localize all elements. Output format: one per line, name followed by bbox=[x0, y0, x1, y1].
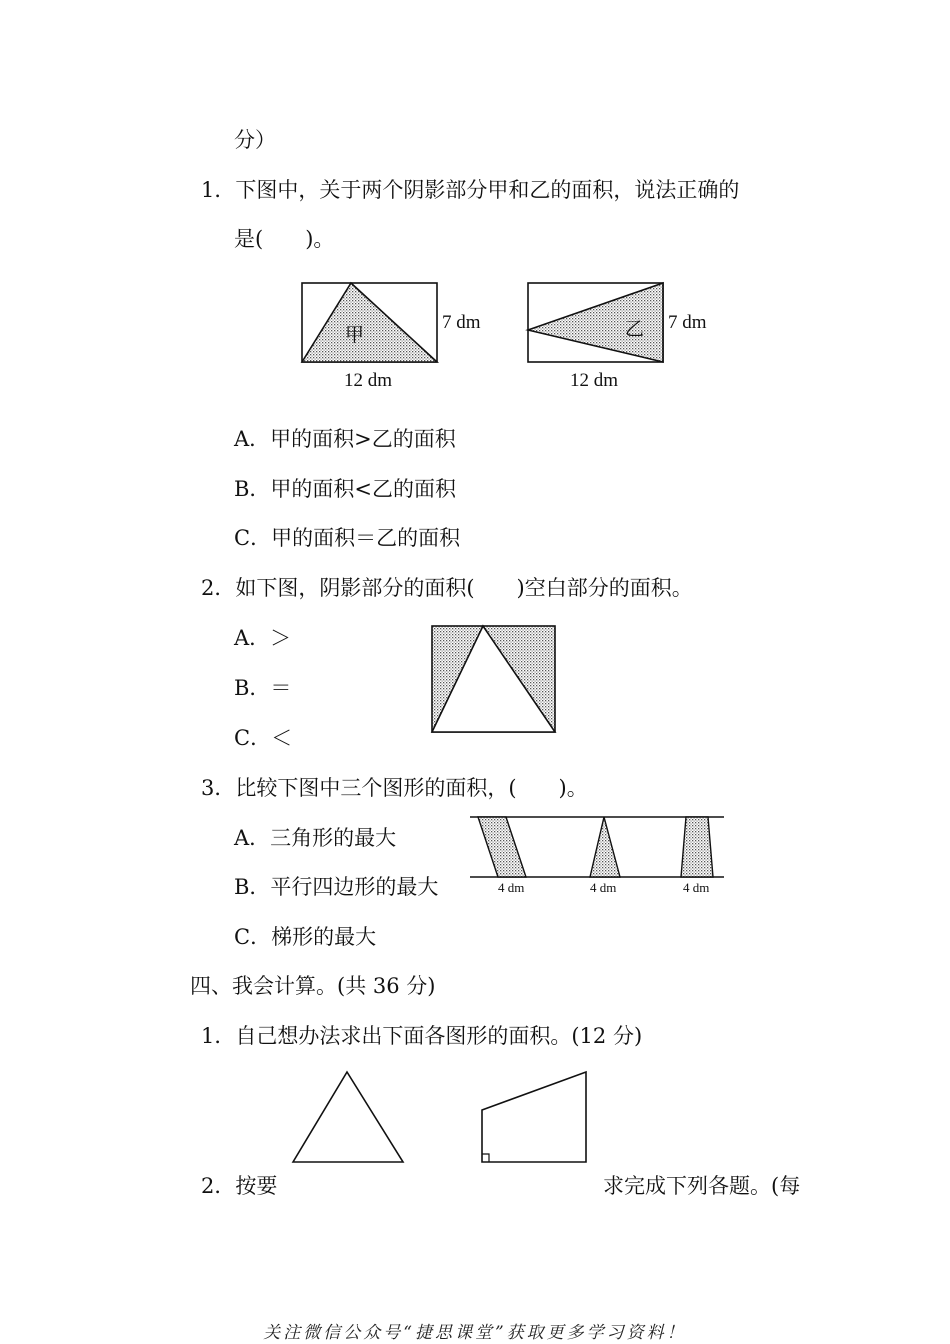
q1-right-side-label: 7 dm bbox=[668, 312, 707, 333]
q3-option-a: A．三角形的最大 bbox=[234, 826, 397, 850]
q3-option-b: B．平行四边形的最大 bbox=[234, 875, 439, 899]
footer-watermark: 关注微信公众号“捷思课堂”获取更多学习资料！ bbox=[263, 1323, 687, 1343]
q1-text-line1: 1．下图中，关于两个阴影部分甲和乙的面积，说法正确的 bbox=[201, 178, 740, 202]
q1-right-bottom-label: 12 dm bbox=[570, 370, 619, 391]
q1-figure-left bbox=[301, 282, 441, 364]
q3-option-c: C．梯形的最大 bbox=[234, 925, 377, 949]
section4-triangle-figure bbox=[291, 1070, 405, 1164]
q2-text: 2．如下图，阴影部分的面积( )空白部分的面积。 bbox=[201, 576, 693, 600]
q3-text: 3．比较下图中三个图形的面积，( )。 bbox=[201, 776, 588, 800]
q1-text-line2: 是( )。 bbox=[234, 227, 335, 251]
section4-q2-text-right: 求完成下列各题。(每 bbox=[603, 1174, 801, 1198]
q1-option-b: B．甲的面积<乙的面积 bbox=[234, 477, 457, 501]
q1-left-inner-label: 甲 bbox=[345, 324, 365, 346]
section4-q1-text: 1．自己想办法求出下面各图形的面积。(12 分) bbox=[201, 1024, 643, 1048]
q2-option-c: C．＜ bbox=[234, 726, 293, 750]
q3-figure bbox=[470, 816, 726, 880]
q2-option-a: A．＞ bbox=[234, 626, 292, 650]
q2-option-b: B．＝ bbox=[234, 676, 292, 700]
q1-left-side-label: 7 dm bbox=[442, 312, 481, 333]
section4-q2-text-left: 2．按要 bbox=[201, 1174, 278, 1198]
q1-right-inner-label: 乙 bbox=[625, 318, 645, 340]
q3-base-label-1: 4 dm bbox=[498, 880, 525, 895]
q1-figure-right bbox=[527, 282, 667, 364]
q3-base-label-2: 4 dm bbox=[590, 880, 617, 895]
q1-option-a: A．甲的面积>乙的面积 bbox=[234, 427, 456, 451]
q2-figure bbox=[431, 625, 557, 735]
q1-left-bottom-label: 12 dm bbox=[344, 370, 393, 391]
continuation-text: 分） bbox=[234, 128, 276, 152]
section4-trapezoid-figure bbox=[480, 1070, 590, 1164]
section4-title: 四、我会计算。(共 36 分) bbox=[190, 974, 436, 998]
q1-option-c: C．甲的面积＝乙的面积 bbox=[234, 526, 461, 550]
q3-base-label-3: 4 dm bbox=[683, 880, 710, 895]
